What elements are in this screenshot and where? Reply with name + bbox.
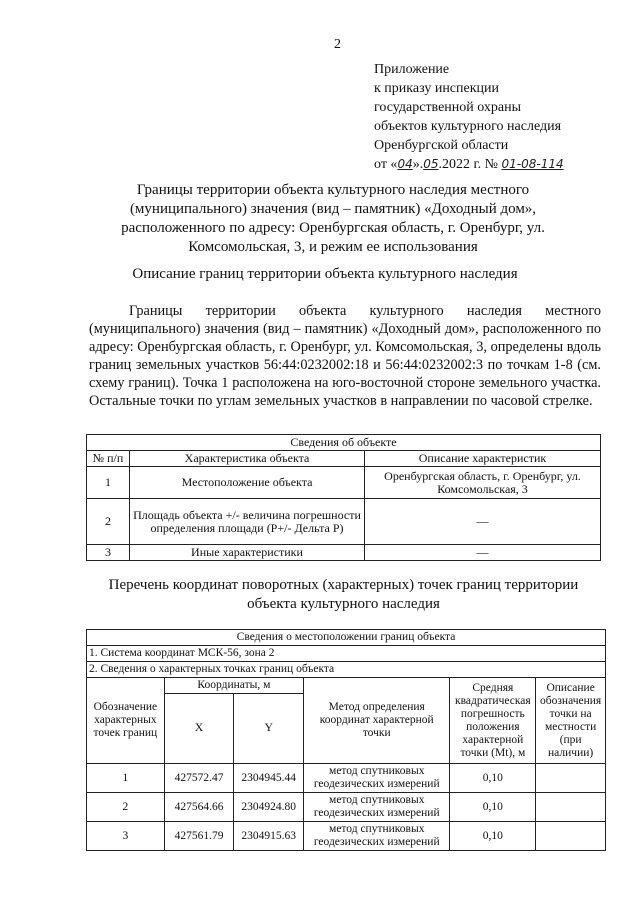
row-value: —	[365, 545, 601, 561]
coord-system-line: 1. Система координат МСК-56, зона 2	[87, 646, 606, 662]
appendix-line: государственной охраны	[374, 100, 522, 115]
appendix-line: объектов культурного наследия	[374, 119, 562, 134]
description-text: Границы территории объекта культурного наследия местного (муниципального) значения (вид – памятник) «Доходный дом», расположенного по адресу: Оренбургская область, г. Оренбург, ул. Комсомольская, 3, определены вдоль границ земельных участков 56:44:0232002:18 и 56:44:0232002:3 по точкам 1-8 (см. схему границ). Точка 1 расположена на юго-восточной стороне земельного участка. Остальные точки по углам земельных участков в направлении по часовой стрелке.	[89, 303, 601, 409]
header-x: X	[164, 694, 234, 764]
cell-y: 2304924.80	[234, 793, 304, 822]
row-value: —	[365, 499, 601, 545]
coord-table-caption: Сведения о местоположении границ объекта	[87, 630, 606, 646]
row-name: Местоположение объекта	[130, 467, 365, 499]
cell-error: 0,10	[450, 764, 536, 793]
header-num: № п/п	[87, 451, 130, 467]
cell-method: метод спутниковых геодезических измерений	[304, 822, 450, 851]
row-num: 2	[87, 499, 130, 545]
cell-marking	[536, 793, 606, 822]
cell-error: 0,10	[450, 822, 536, 851]
row-name: Иные характеристики	[130, 545, 365, 561]
date-prefix: от «	[374, 157, 398, 172]
table-row	[87, 822, 606, 851]
cell-y: 2304915.63	[234, 822, 304, 851]
cell-point: 1	[87, 764, 165, 793]
table-row	[87, 793, 606, 822]
table-row	[87, 545, 601, 561]
coordinates-list-title: Перечень координат поворотных (характерных) точек границ территории объекта культурного наследия	[108, 577, 579, 612]
object-table	[86, 434, 601, 561]
main-title: Границы территории объекта культурного наследия местного (муниципального) значения (вид – памятник) «Доходный дом», расположенного по адресу: Оренбургская область, г. Оренбург, ул. Комсомольская, 3, и режим ее использования	[121, 182, 545, 255]
cell-method: метод спутниковых геодезических измерений	[304, 793, 450, 822]
header-description: Описание характеристик	[365, 451, 601, 467]
appendix-block	[374, 60, 564, 174]
handwritten-month: 05	[423, 157, 439, 171]
table-row	[87, 499, 601, 545]
cell-x: 427564.66	[164, 793, 234, 822]
date-mid: ».	[412, 157, 424, 172]
header-point: Обозначение характерных точек границ	[87, 678, 165, 764]
cell-method: метод спутниковых геодезических измерений	[304, 764, 450, 793]
handwritten-day: 04	[397, 157, 413, 171]
appendix-line: Приложение	[374, 62, 450, 77]
header-error: Средняя квадратическая погрешность положения характерной точки (Mt), м	[450, 678, 536, 764]
date-suffix: .2022 г. №	[438, 157, 499, 172]
row-value: Оренбургская область, г. Оренбург, ул. Комсомольская, 3	[365, 467, 601, 499]
cell-point: 3	[87, 822, 165, 851]
table-row	[87, 467, 601, 499]
coordinates-table	[86, 629, 606, 851]
description-paragraph	[89, 302, 601, 410]
cell-marking	[536, 822, 606, 851]
points-info-line: 2. Сведения о характерных точках границ объекта	[87, 662, 606, 678]
cell-x: 427572.47	[164, 764, 234, 793]
table-row	[87, 764, 606, 793]
row-num: 3	[87, 545, 130, 561]
cell-marking	[536, 764, 606, 793]
header-marking: Описание обозначения точки на местности (при наличии)	[536, 678, 606, 764]
row-name: Площадь объекта +/- величина погрешности определения площади (Р+/- Дельта Р)	[130, 499, 365, 545]
appendix-line: к приказу инспекции	[374, 81, 500, 96]
header-y: Y	[234, 694, 304, 764]
section-title: Описание границ территории объекта культурного наследия	[132, 266, 518, 282]
object-table-caption: Сведения об объекте	[87, 435, 601, 451]
header-coords: Координаты, м	[164, 678, 303, 694]
page-number: 2	[334, 37, 341, 52]
appendix-line: Оренбургской области	[374, 138, 509, 153]
row-num: 1	[87, 467, 130, 499]
appendix-date-line	[374, 155, 564, 174]
cell-y: 2304945.44	[234, 764, 304, 793]
cell-error: 0,10	[450, 793, 536, 822]
handwritten-number: 01-08-114	[501, 157, 564, 171]
cell-x: 427561.79	[164, 822, 234, 851]
cell-point: 2	[87, 793, 165, 822]
header-characteristic: Характеристика объекта	[130, 451, 365, 467]
header-method: Метод определения координат характерной точки	[304, 678, 450, 764]
